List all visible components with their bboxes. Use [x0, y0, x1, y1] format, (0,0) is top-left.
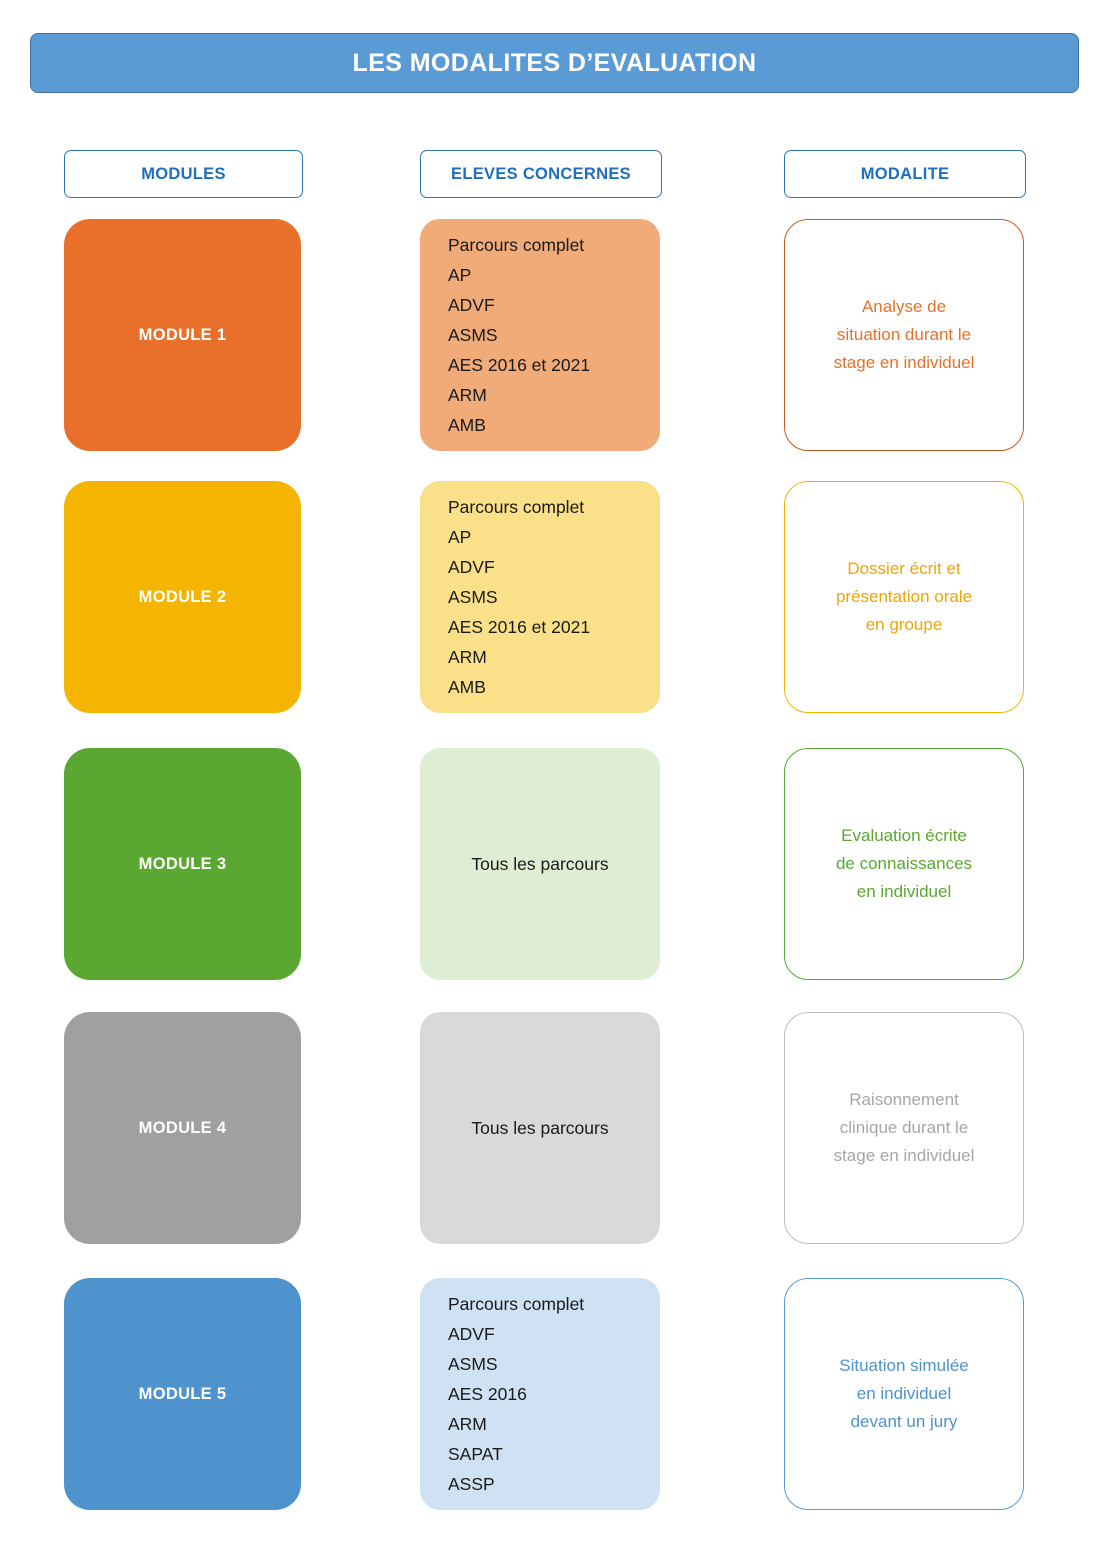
modality-cell	[784, 748, 1024, 980]
modality-line: de connaissances	[835, 854, 973, 873]
page-title-banner	[30, 33, 1079, 93]
students-line: AP	[448, 265, 472, 285]
students-line: SAPAT	[448, 1444, 503, 1464]
modality-line: Evaluation écrite	[841, 826, 967, 845]
modality-cell	[784, 219, 1024, 451]
column-header-eleves	[420, 150, 662, 198]
modality-line: situation durant le	[836, 325, 972, 344]
students-line: ADVF	[448, 557, 495, 577]
students-line: ARM	[448, 1414, 487, 1434]
module-chip	[64, 1278, 301, 1510]
column-header-modules-label: MODULES	[141, 164, 226, 183]
modality-line: en groupe	[865, 615, 943, 634]
modality-line: clinique durant le	[839, 1118, 969, 1137]
module-chip-label: MODULE 3	[138, 854, 227, 873]
column-header-modalite-label: MODALITE	[860, 164, 950, 183]
students-line: ADVF	[448, 1324, 495, 1344]
modality-cell	[784, 1278, 1024, 1510]
modality-cell	[784, 1012, 1024, 1244]
modality-line: présentation orale	[835, 587, 973, 606]
modality-line: devant un jury	[850, 1412, 958, 1431]
module-chip-label: MODULE 2	[138, 587, 227, 606]
modality-line: stage en individuel	[833, 1146, 975, 1165]
module-chip	[64, 219, 301, 451]
students-line: ASSP	[448, 1474, 495, 1494]
module-chip-label: MODULE 5	[138, 1384, 227, 1403]
students-line: AMB	[448, 415, 486, 435]
modality-line: Analyse de	[861, 297, 947, 316]
students-cell	[420, 1278, 660, 1510]
students-line: AES 2016 et 2021	[448, 617, 591, 637]
students-line: ARM	[448, 647, 487, 667]
column-header-modalite	[784, 150, 1026, 198]
module-chip	[64, 1012, 301, 1244]
modality-line: en individuel	[856, 1384, 952, 1403]
module-chip	[64, 481, 301, 713]
column-header-modules	[64, 150, 303, 198]
students-line: AP	[448, 527, 472, 547]
students-line: Parcours complet	[448, 1294, 585, 1314]
students-line: ASMS	[448, 587, 498, 607]
students-line: Parcours complet	[448, 497, 585, 517]
students-line: ADVF	[448, 295, 495, 315]
module-chip	[64, 748, 301, 980]
students-line: ASMS	[448, 325, 498, 345]
page-title: LES MODALITES D’EVALUATION	[352, 48, 757, 77]
column-header-eleves-label: ELEVES CONCERNES	[451, 164, 631, 183]
students-line: Parcours complet	[448, 235, 585, 255]
students-line: AES 2016 et 2021	[448, 355, 591, 375]
students-cell	[420, 481, 660, 713]
students-line: ASMS	[448, 1354, 498, 1374]
students-line: ARM	[448, 385, 487, 405]
students-line: Tous les parcours	[471, 1118, 609, 1138]
students-line: Tous les parcours	[471, 854, 609, 874]
students-cell	[420, 1012, 660, 1244]
students-cell	[420, 219, 660, 451]
modality-cell	[784, 481, 1024, 713]
modality-line: Situation simulée	[839, 1356, 969, 1375]
students-line: AMB	[448, 677, 486, 697]
module-chip-label: MODULE 1	[138, 325, 227, 344]
modality-line: stage en individuel	[833, 353, 975, 372]
modality-line: Dossier écrit et	[847, 559, 961, 578]
students-cell	[420, 748, 660, 980]
modality-line: en individuel	[856, 882, 952, 901]
modality-line: Raisonnement	[849, 1090, 959, 1109]
students-line: AES 2016	[448, 1384, 527, 1404]
module-chip-label: MODULE 4	[138, 1118, 227, 1137]
